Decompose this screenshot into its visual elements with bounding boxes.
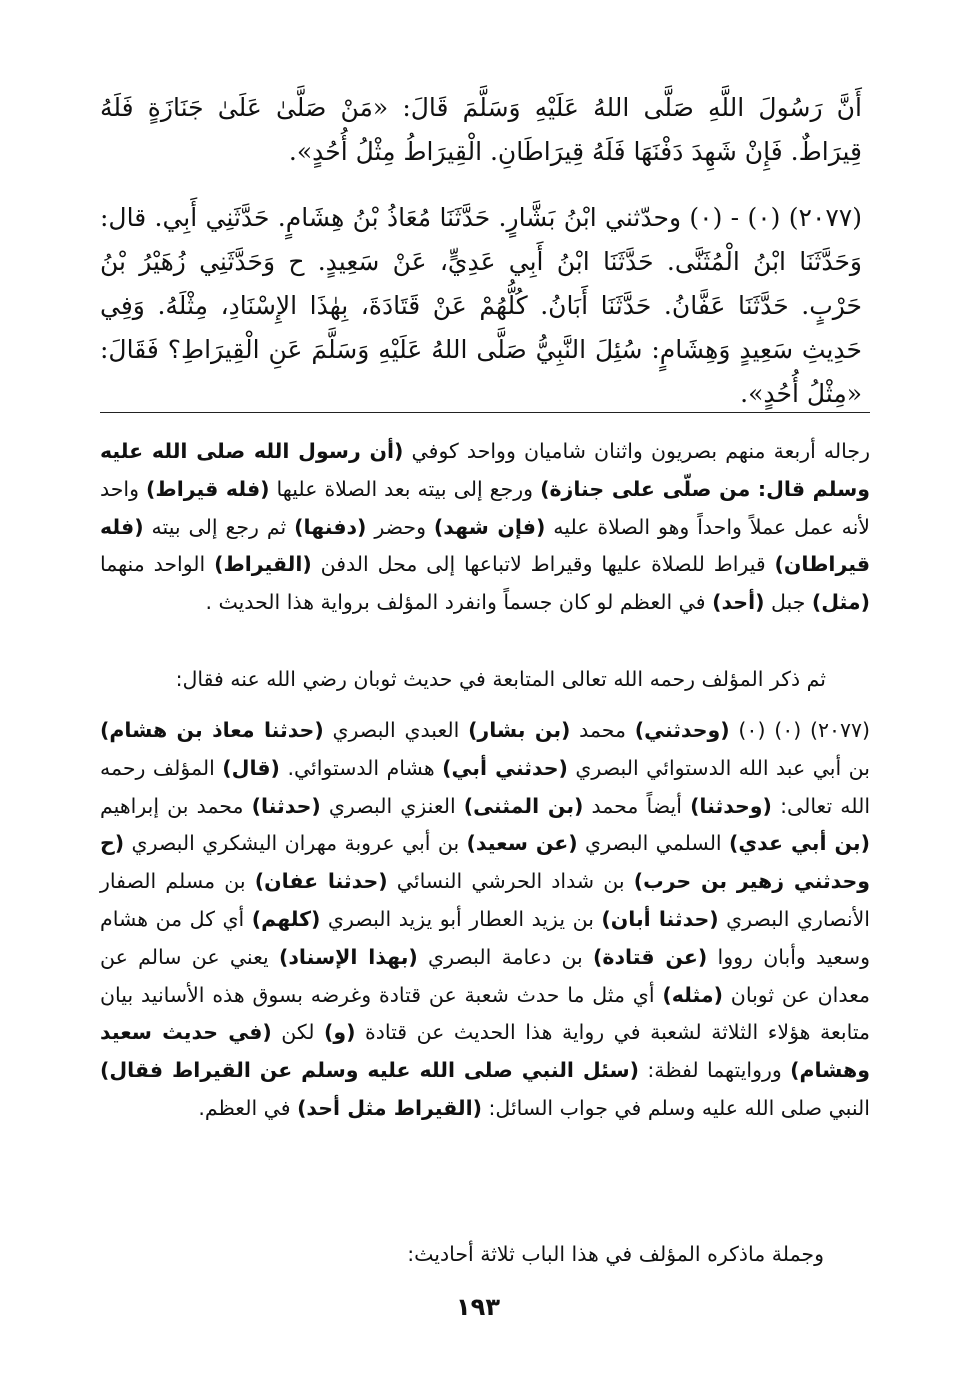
bold-quote: (عن سعيد) xyxy=(466,831,578,856)
commentary-text: واحد لأنه عمل عملاً واحداً وهو الصلاة عليه xyxy=(100,476,870,539)
commentary-paragraph-1 xyxy=(100,433,870,622)
bold-quote: (القيراط مثل أحد) xyxy=(297,1095,482,1120)
bold-quote: (أن رسول الله صلى الله عليه وسلم قال: من صلّى على جنازة) xyxy=(100,439,871,501)
hadith-paragraph-2: (٢٠٧٧) (٠) - (٠) وحدّثني ابْنُ بَشَّارٍ. حَدَّثَنَا مُعَاذُ بْنُ هِشَامٍ. حَدَّثَنِي أَبِي. قال: وَحَدَّثَنَا ابْنُ الْمُثَنَّى. حَدَّثَنَا ابْنُ أَبِي عَدِيٍّ، عَنْ سَعِيدٍ. ح وَحَدَّثَنِي زُهَيْرُ بْنُ حَرْبٍ. حَدَّثَنَا عَفَّانُ. حَدَّثَنَا أَبَانُ. كُلُّهُمْ عَنْ قَتَادَةَ، بِهٰذَا الإِسْنَادِ، مِثْلَهُ. وَفِي حَدِيثِ سَعِيدٍ وَهِشَامٍ: سُئِلَ النَّبِيُّ صَلَّى اللهُ عَلَيْهِ وَسَلَّمَ عَنِ الْقِيرَاطِ؟ فَقَالَ: «مِثْلُ أُحُدٍ». xyxy=(100,203,862,408)
page-number: ١٩٣ xyxy=(456,1293,500,1321)
hadith-paragraph-1: أَنَّ رَسُولَ اللَّهِ صَلَّى اللهُ عَلَيْهِ وَسَلَّمَ قَالَ: «مَنْ صَلَّىٰ عَلَىٰ جَنَازَةٍ فَلَهُ قِيرَاطٌ. فَإِنْ شَهِدَ دَفْنَهَا فَلَهُ قِيرَاطَانِ. الْقِيرَاطُ مِثْلُ أُحُدٍ». xyxy=(100,93,862,166)
commentary-text: وحضر xyxy=(366,514,434,539)
bold-quote: (حدثنا عفان) xyxy=(254,869,388,894)
commentary-text: (٢٠٧٧) (٠) (٠) xyxy=(729,718,871,742)
commentary-text: بن مسلم الصفار الأنصاري البصري xyxy=(100,869,870,931)
commentary-text: بن أبي عروبة مهران اليشكري البصري xyxy=(124,831,467,856)
commentary-text: وروايتهما لفظة: xyxy=(639,1058,791,1083)
bold-quote: (مثله) xyxy=(662,982,723,1007)
commentary-text: بن شداد الحرشي النسائي xyxy=(387,869,634,894)
transition-paragraph: ثم ذكر المؤلف رحمه الله تعالى المتابعة في حديث ثوبان رضي الله عنه فقال: xyxy=(175,667,826,691)
commentary-text: السلمي البصري xyxy=(577,831,730,856)
commentary-text: رجاله أربعة منهم بصريون واثنان شاميان وواحد كوفي xyxy=(403,439,870,463)
commentary-text: ورجع إلى بيته بعد الصلاة عليها xyxy=(269,476,541,501)
bold-quote: (حدثنا معاذ بن هشام) xyxy=(100,718,324,742)
commentary-text: محمد بن إبراهيم xyxy=(100,793,252,818)
bold-quote: (عن قتادة) xyxy=(593,944,708,969)
commentary-text: أي مثل ما حدث شعبة عن قتادة وغرضه بسوق هذه الأسانيد بيان متابعة هؤلاء الثلاثة لشعبة في رواية هذا الحديث عن قتادة xyxy=(100,982,871,1045)
bold-quote: (وحدثنا) xyxy=(690,793,772,818)
bold-quote: (دفنها) xyxy=(294,514,367,539)
hadith-text-1 xyxy=(100,86,862,174)
bold-quote: (سئل النبي صلى الله عليه وسلم عن القيراط فقال) xyxy=(100,1058,640,1083)
bold-quote: (فله قيراطان) xyxy=(100,514,870,577)
bold-quote: (قال) xyxy=(222,755,280,780)
commentary-text: الواحد منهما xyxy=(100,552,215,577)
bold-quote: (القيراط) xyxy=(214,552,312,577)
bold-quote: (و) xyxy=(323,1020,356,1045)
bold-quote: (حدثني أبي) xyxy=(442,755,568,780)
commentary-text: بن دعامة البصري xyxy=(417,944,594,969)
commentary-text: هشام الدستوائي. xyxy=(279,755,443,780)
bold-quote: (بن المثنى) xyxy=(463,793,584,818)
commentary-text: جبل xyxy=(764,590,812,615)
section-divider xyxy=(100,412,870,413)
commentary-text: بن يزيد العطار أبو يزيد البصري xyxy=(320,906,602,931)
summary-paragraph: وجملة ماذكره المؤلف في هذا الباب ثلاثة أحاديث: xyxy=(407,1242,824,1266)
commentary-text: قيراط للصلاة عليها وقيراط لاتباعها إلى محل الدفن xyxy=(311,552,775,577)
commentary-text: العبدي البصري xyxy=(323,718,469,742)
commentary-text: محمد xyxy=(570,718,635,742)
commentary-text: النبي صلى الله عليه وسلم في جواب السائل: xyxy=(482,1095,870,1120)
bold-quote: (وحدثني) xyxy=(634,718,730,742)
bold-quote: (أحد) xyxy=(712,590,765,615)
commentary-text: في العظم لو كان جسماً وانفرد المؤلف برواية هذا الحديث . xyxy=(205,590,713,615)
bold-quote: (فإن شهد) xyxy=(433,514,546,539)
commentary-text: في العظم. xyxy=(198,1095,298,1120)
commentary-text: أيضاً محمد xyxy=(583,793,691,818)
commentary-text: بن أبي عبد الله الدستوائي البصري xyxy=(567,755,870,780)
bold-quote: (فله قيراط) xyxy=(146,476,270,501)
commentary-text: أي كل من هشام وسعيد وأبان رووا xyxy=(100,906,870,969)
commentary-text: العنزي البصري xyxy=(320,793,464,818)
commentary-text: المؤلف رحمه الله تعالى: xyxy=(100,755,871,818)
bold-quote: (بن أبي عدي) xyxy=(729,831,870,856)
hadith-text-2 xyxy=(100,196,862,416)
bold-quote: (حدثنا) xyxy=(251,793,321,818)
bold-quote: (بهذا الإسناد) xyxy=(278,944,418,969)
commentary-paragraph-2 xyxy=(100,712,870,1128)
commentary-text: يعني عن سالم عن معدان عن ثوبان xyxy=(100,944,870,1007)
bold-quote: (كلهم) xyxy=(251,906,321,931)
commentary-text: ثم رجع إلى بيته xyxy=(143,514,295,539)
bold-quote: (مثل) xyxy=(811,590,870,615)
bold-quote: (بن بشار) xyxy=(468,718,571,742)
bold-quote: (ح وحدثني زهير بن حرب) xyxy=(100,831,870,894)
commentary-text: لكن xyxy=(271,1020,324,1045)
bold-quote: (حدثنا أبان) xyxy=(601,906,719,931)
bold-quote: (في حديث سعيد وهشام) xyxy=(100,1020,870,1083)
